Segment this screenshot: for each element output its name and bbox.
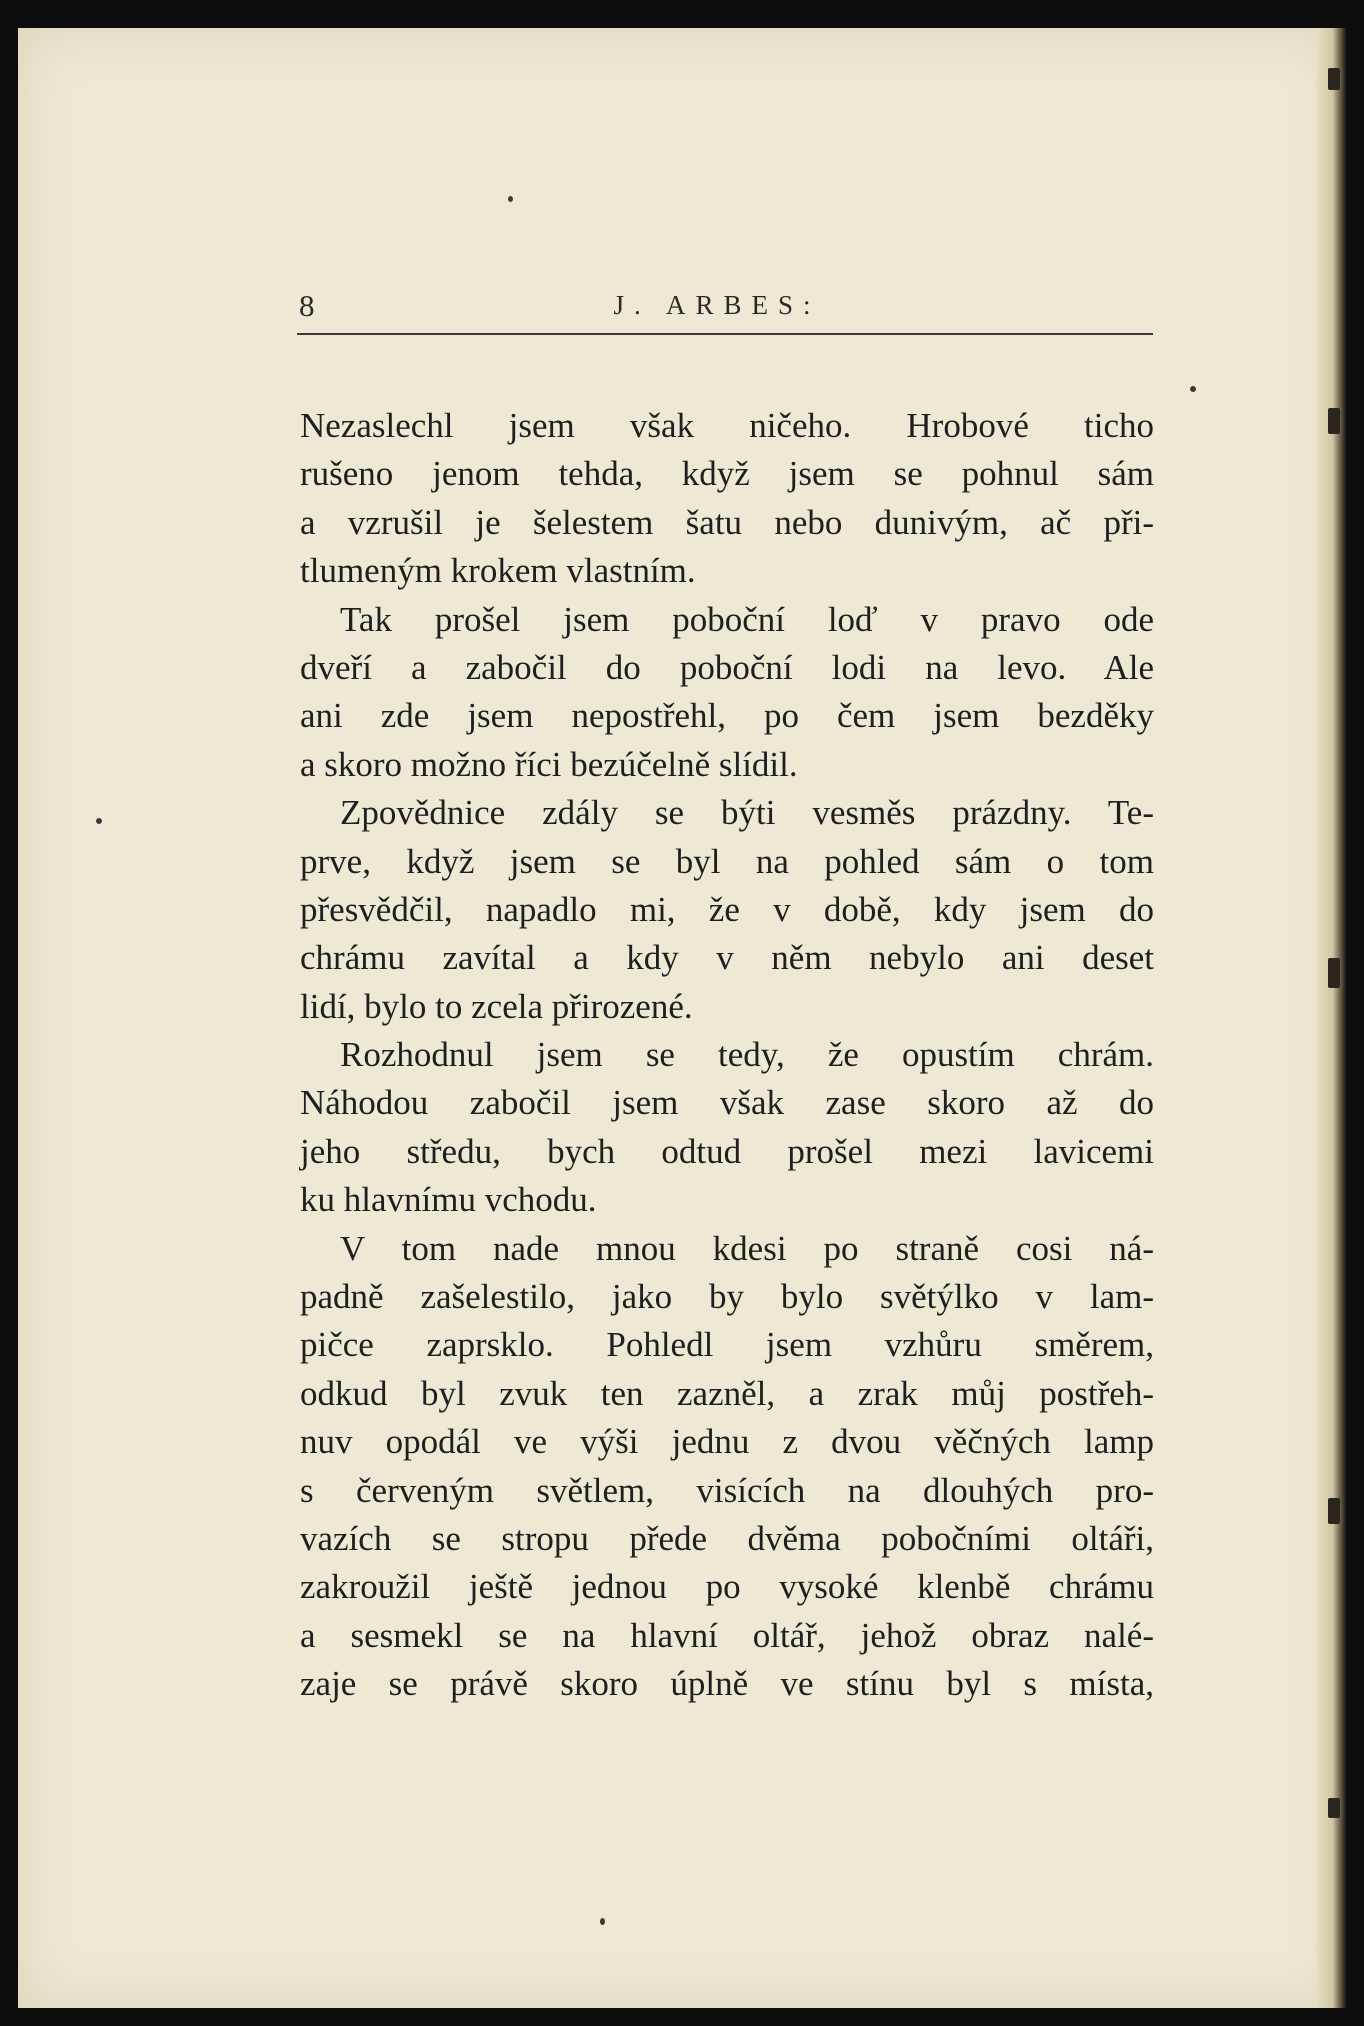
text-line: vazích se stropu přede dvěma pobočními oltáři, bbox=[300, 1518, 1154, 1558]
spine-mark bbox=[1328, 1498, 1340, 1524]
text-line: a vzrušil je šelestem šatu nebo dunivým, ač při- bbox=[300, 502, 1154, 542]
text-line: padně zašelestilo, jako by bylo světýlko v lam- bbox=[300, 1277, 1154, 1317]
book-spine-edge bbox=[1316, 28, 1346, 2008]
running-title: J. ARBES: bbox=[613, 290, 821, 320]
text-line: dveří a zabočil do poboční lodi na levo. Ale bbox=[300, 647, 1154, 687]
text-line: zaje se právě skoro úplně ve stínu byl s místa, bbox=[300, 1664, 1154, 1704]
paper-speck bbox=[96, 818, 102, 824]
body-text bbox=[300, 402, 1154, 1709]
paper-speck bbox=[1190, 386, 1196, 392]
text-line: odkud byl zvuk ten zazněl, a zrak můj postřeh- bbox=[300, 1373, 1154, 1413]
text-line: nuv opodál ve výši jednu z dvou věčných lamp bbox=[300, 1422, 1154, 1462]
text-line: prve, když jsem se byl na pohled sám o tom bbox=[300, 841, 1154, 881]
text-line: lidí, bylo to zcela přirozené. bbox=[300, 986, 693, 1026]
text-line: chrámu zavítal a kdy v něm nebylo ani deset bbox=[300, 938, 1154, 978]
spine-mark bbox=[1328, 958, 1340, 988]
text-line: Nezaslechl jsem však ničeho. Hrobové ticho bbox=[300, 406, 1154, 445]
text-line: pičce zaprsklo. Pohledl jsem vzhůru směrem, bbox=[300, 1325, 1154, 1365]
text-line: Tak prošel jsem poboční loď v pravo ode bbox=[340, 599, 1154, 639]
paper-speck bbox=[600, 1918, 605, 1925]
text-line: V tom nade mnou kdesi po straně cosi ná- bbox=[340, 1228, 1154, 1268]
page-header bbox=[281, 288, 1153, 328]
text-line: přesvědčil, napadlo mi, že v době, kdy jsem do bbox=[300, 889, 1154, 929]
paper-speck bbox=[508, 196, 513, 202]
text-line: zakroužil ještě jednou po vysoké klenbě chrámu bbox=[300, 1567, 1154, 1607]
text-line: Zpovědnice zdály se býti vesměs prázdny. Te- bbox=[340, 793, 1154, 833]
spine-mark bbox=[1328, 68, 1340, 90]
header-rule bbox=[297, 333, 1153, 335]
text-line: a sesmekl se na hlavní oltář, jehož obraz nalé- bbox=[300, 1615, 1154, 1655]
text-line: ani zde jsem nepostřehl, po čem jsem bezděky bbox=[300, 696, 1154, 736]
text-line: a skoro možno říci bezúčelně slídil. bbox=[300, 744, 798, 784]
text-line: Náhodou zabočil jsem však zase skoro až do bbox=[300, 1083, 1154, 1123]
text-line: rušeno jenom tehda, když jsem se pohnul sám bbox=[300, 454, 1154, 494]
text-line: Rozhodnul jsem se tedy, že opustím chrám. bbox=[340, 1035, 1154, 1075]
page-number: 8 bbox=[299, 288, 315, 323]
text-line: jeho středu, bych odtud prošel mezi lavicemi bbox=[300, 1131, 1154, 1171]
text-line: s červeným světlem, visících na dlouhých pro- bbox=[300, 1470, 1154, 1510]
spine-mark bbox=[1328, 1798, 1340, 1818]
spine-mark bbox=[1328, 408, 1340, 434]
text-line: ku hlavnímu vchodu. bbox=[300, 1180, 597, 1220]
text-line: tlumeným krokem vlastním. bbox=[300, 551, 696, 591]
